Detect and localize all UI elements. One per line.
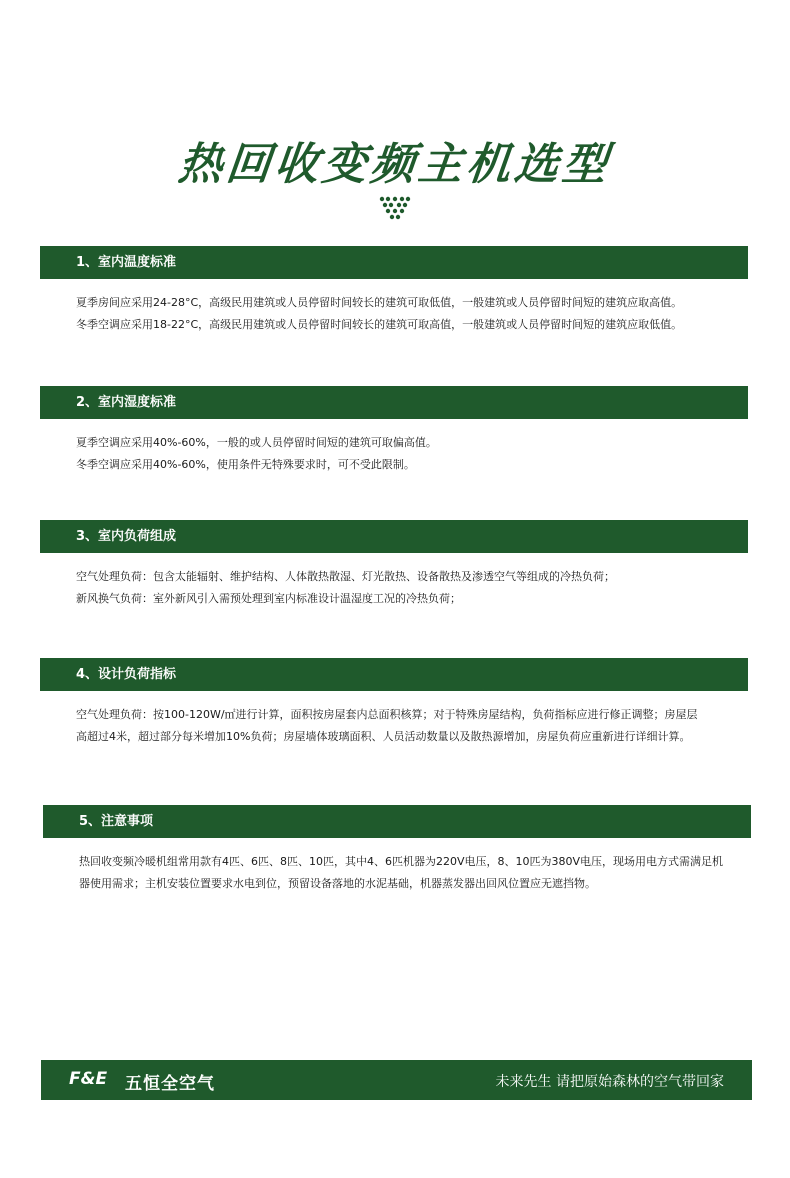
body-line: 热回收变频冷暖机组常用款有4匹、6匹、8匹、10匹，其中4、6匹机器为220V电压，8、10匹为380V电压，现场用电方式需满足机 [79,855,724,868]
body-line: 夏季房间应采用24-28°C，高级民用建筑或人员停留时间较长的建筑可取低值，一般建筑或人员停留时间短的建筑应取高值。 [76,296,683,309]
section-body-load-composition [76,566,736,610]
body-line: 冬季空调应采用18-22°C，高级民用建筑或人员停留时间较长的建筑可取高值，一般建筑或人员停留时间短的建筑应取低值。 [76,318,683,331]
slogan: 未来先生 请把原始森林的空气带回家 [495,1074,724,1090]
section-heading-temperature: 1、室内温度标准 [40,246,748,279]
brand-logo: F&E [69,1069,108,1089]
body-line: 冬季空调应采用40%-60%，使用条件无特殊要求时，可不受此限制。 [76,458,415,471]
section-body-notes [79,851,739,895]
body-line: 夏季空调应采用40%-60%，一般的或人员停留时间短的建筑可取偏高值。 [76,436,437,449]
dots-chevron-icon [379,195,411,221]
section-heading-notes: 5、注意事项 [43,805,751,838]
body-line: 空气处理负荷：按100-120W/㎡进行计算，面积按房屋套内总面积核算；对于特殊房屋结构，负荷指标应进行修正调整；房屋层 [76,708,698,721]
section-body-load-index [76,704,736,748]
section-heading-humidity: 2、室内湿度标准 [40,386,748,419]
section-body-temperature [76,292,736,336]
section-heading-load-composition: 3、室内负荷组成 [40,520,748,553]
section-body-humidity [76,432,736,476]
body-line: 空气处理负荷：包含太能辐射、维护结构、人体散热散湿、灯光散热、设备散热及渗透空气等组成的冷热负荷； [76,570,615,583]
body-line: 高超过4米，超过部分每米增加10%负荷；房屋墙体玻璃面积、人员活动数量以及散热源增加，房屋负荷应重新进行详细计算。 [76,730,691,743]
footer-banner [41,1060,752,1100]
body-line: 新风换气负荷：室外新风引入需预处理到室内标准设计温湿度工况的冷热负荷； [76,592,461,605]
body-line: 器使用需求；主机安装位置要求水电到位，预留设备落地的水泥基础，机器蒸发器出回风位置应无遮挡物。 [79,877,596,890]
brand-name: 五恒全空气 [125,1074,215,1094]
section-heading-load-index: 4、设计负荷指标 [40,658,748,691]
page-title: 热回收变频主机选型 [175,139,614,190]
